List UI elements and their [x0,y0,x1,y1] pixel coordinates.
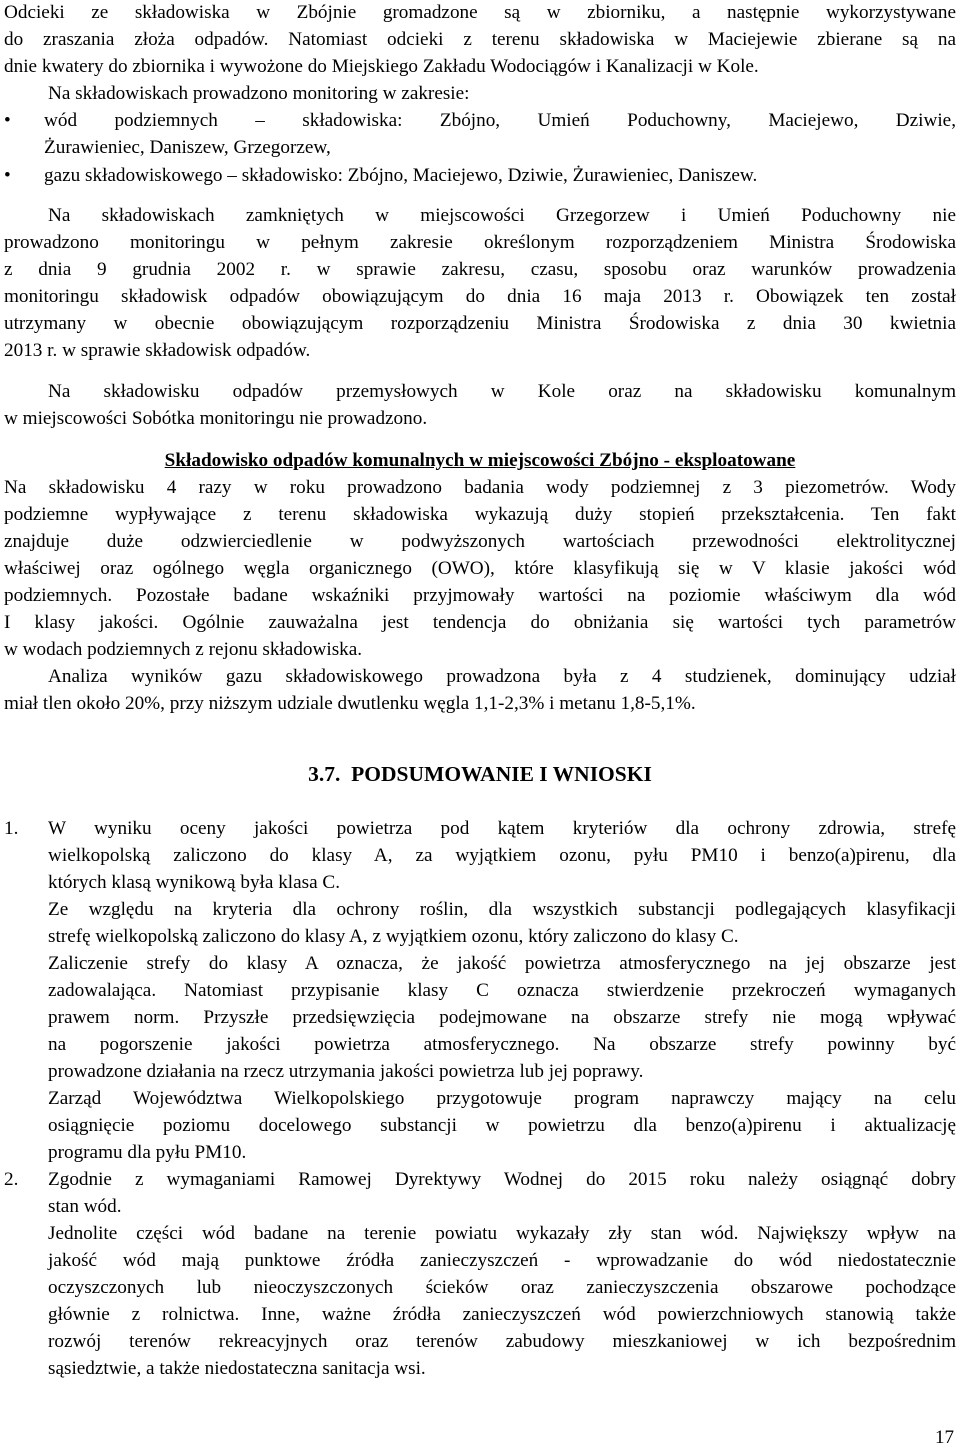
item1-c-line-2: zadowalająca. Natomiast przypisanie klasy C oznacza stwierdzenie przekroczeń wymaganych [48,980,956,1001]
monitoring-intro: Na składowiskach prowadzono monitoring w zakresie: [48,83,470,104]
item1-a-line-3: których klasą wynikową była klasa C. [48,872,341,893]
zbojno-line-7: w wodach podziemnych z rejonu składowiska. [4,639,363,660]
bullet-marker: • [4,165,11,186]
paragraph-leachate-line-2: do zraszania złoża odpadów. Natomiast odcieki z terenu składowiska w Maciejewie zbierane są na [4,29,956,50]
item1-d-line-3: programu dla pyłu PM10. [48,1142,247,1163]
item2-a-line-1: Zgodnie z wymaganiami Ramowej Dyrektywy Wodnej do 2015 roku należy osiągnąć dobry [48,1169,956,1190]
zbojno-line-6: I klasy jakości. Ogólnie zauważalna jest tendencja do obniżania się wartości tych parametrów [4,612,956,633]
bullet-text-line-2: Żurawieniec, Daniszew, Grzegorzew, [44,136,331,158]
zbojno-line-2: podziemne wypływające z terenu składowiska wykazują duży stopień przekształcenia. Ten fakt [4,504,956,525]
item1-b-line-1: Ze względu na kryteria dla ochrony roślin, dla wszystkich substancji podlegających klasyfikacji [48,899,956,920]
industrial-landfill-line-1: Na składowisku odpadów przemysłowych w Kole oraz na składowisku komunalnym [48,381,956,402]
industrial-landfill-line-2: w miejscowości Sobótka monitoringu nie prowadzono. [4,408,428,429]
closed-landfills-line-6: 2013 r. w sprawie składowisk odpadów. [4,340,311,361]
list-number-1: 1. [4,818,19,839]
item1-d-line-1: Zarząd Województwa Wielkopolskiego przygotowuje program naprawczy mający na celu [48,1088,956,1109]
bullet-marker: • [4,110,11,131]
subheading-zbojno: Składowisko odpadów komunalnych w miejscowości Zbójno - eksploatowane [164,450,796,471]
item2-b-line-6: sąsiedztwie, a także niedostateczna sanitacja wsi. [48,1358,426,1379]
closed-landfills-line-1: Na składowiskach zamkniętych w miejscowości Grzegorzew i Umień Poduchowny nie [48,205,956,226]
item1-a-line-1: W wyniku oceny jakości powietrza pod kątem kryteriów dla ochrony zdrowia, strefę [48,818,956,839]
zbojno-line-3: znajduje duże odzwierciedlenie w podwyższonych wartościach przewodności elektrolitycznej [4,531,956,552]
item1-b-line-2: strefę wielkopolską zaliczono do klasy A, z wyjątkiem ozonu, który zaliczono do klasy C. [48,926,739,947]
item2-b-line-5: rozwój terenów rekreacyjnych oraz terenów zabudowy mieszkaniowej w ich bezpośrednim [48,1331,956,1352]
item2-b-line-3: oczyszczonych lub nieoczyszczonych ścieków oraz zanieczyszczenia obszarowe pochodzące [48,1277,956,1298]
closed-landfills-line-2: prowadzono monitoringu w pełnym zakresie określonym rozporządzeniem Ministra Środowiska [4,232,956,253]
section-title: PODSUMOWANIE I WNIOSKI [351,762,652,786]
bullet-item-landfill-gas [4,163,956,190]
item1-c-line-3: prawem norm. Przyszłe przedsięwzięcia podejmowane na obszarze strefy nie mogą wpływać [48,1007,956,1028]
zbojno-line-5: podziemnych. Pozostałe badane wskaźniki przyjmowały wartości na poziomie właściwym dla wód [4,585,956,606]
item1-c-line-4: na pogorszenie jakości powietrza atmosferycznego. Na obszarze strefy powinny być [48,1034,956,1055]
paragraph-leachate-line-1: Odcieki ze składowiska w Zbójnie gromadzone są w zbiorniku, a następnie wykorzystywane [4,2,956,23]
item1-c-line-1: Zaliczenie strefy do klasy A oznacza, że jakość powietrza atmosferycznego na jej obszarze jest [48,953,956,974]
closed-landfills-line-3: z dnia 9 grudnia 2002 r. w sprawie zakresu, czasu, sposobu oraz warunków prowadzenia [4,259,956,280]
item1-c-line-5: prowadzone działania na rzecz utrzymania jakości powietrza lub jej poprawy. [48,1061,644,1082]
bullet-item-groundwater [4,108,956,162]
list-number-2: 2. [4,1169,19,1190]
section-heading [0,761,960,788]
paragraph-leachate-line-3: dnie kwatery do zbiornika i wywożone do Miejskiego Zakładu Wodociągów i Kanalizacji w Kole. [4,56,759,77]
item2-b-line-2: jakość wód mają punktowe źródła zanieczyszczeń - wprowadzanie do wód niedostatecznie [48,1250,956,1271]
closed-landfills-line-5: utrzymany w obecnie obowiązującym rozporządzeniu Ministra Środowiska z dnia 30 kwietnia [4,313,956,334]
bullet-text-line-1: wód podziemnych – składowiska: Zbójno, Umień Poduchowny, Maciejewo, Dziwie, [44,110,956,131]
item1-d-line-2: osiągnięcie poziomu docelowego substancji w powietrzu dla benzo(a)pirenu i aktualizację [48,1115,956,1136]
zbojno-line-1: Na składowisku 4 razy w roku prowadzono badania wody podziemnej z 3 piezometrów. Wody [4,477,956,498]
section-number: 3.7. [308,762,341,786]
item1-a-line-2: wielkopolską zaliczono do klasy A, za wyjątkiem ozonu, pyłu PM10 i benzo(a)pirenu, dla [48,845,956,866]
zbojno-line-4: właściwej oraz ogólnego węgla organicznego (OWO), które klasyfikują się w V klasie jakości wód [4,558,956,579]
gas-analysis-line-2: miał tlen około 20%, przy niższym udziale dwutlenku węgla 1,1-2,3% i metanu 1,8-5,1%. [4,693,696,714]
item2-b-line-1: Jednolite części wód badane na terenie powiatu wykazały zły stan wód. Największy wpływ na [48,1223,956,1244]
closed-landfills-line-4: monitoringu składowisk odpadów obowiązującym do dnia 16 maja 2013 r. Obowiązek ten został [4,286,956,307]
page-number: 17 [935,1427,954,1448]
bullet-text: gazu składowiskowego – składowisko: Zbójno, Maciejewo, Dziwie, Żurawieniec, Daniszew. [44,165,758,186]
item2-a-line-2: stan wód. [48,1196,122,1217]
gas-analysis-line-1: Analiza wyników gazu składowiskowego prowadzona była z 4 studzienek, dominujący udział [48,666,956,687]
item2-b-line-4: głównie z rolnictwa. Inne, ważne źródła zanieczyszczeń wód powierzchniowych stanowią także [48,1304,956,1325]
